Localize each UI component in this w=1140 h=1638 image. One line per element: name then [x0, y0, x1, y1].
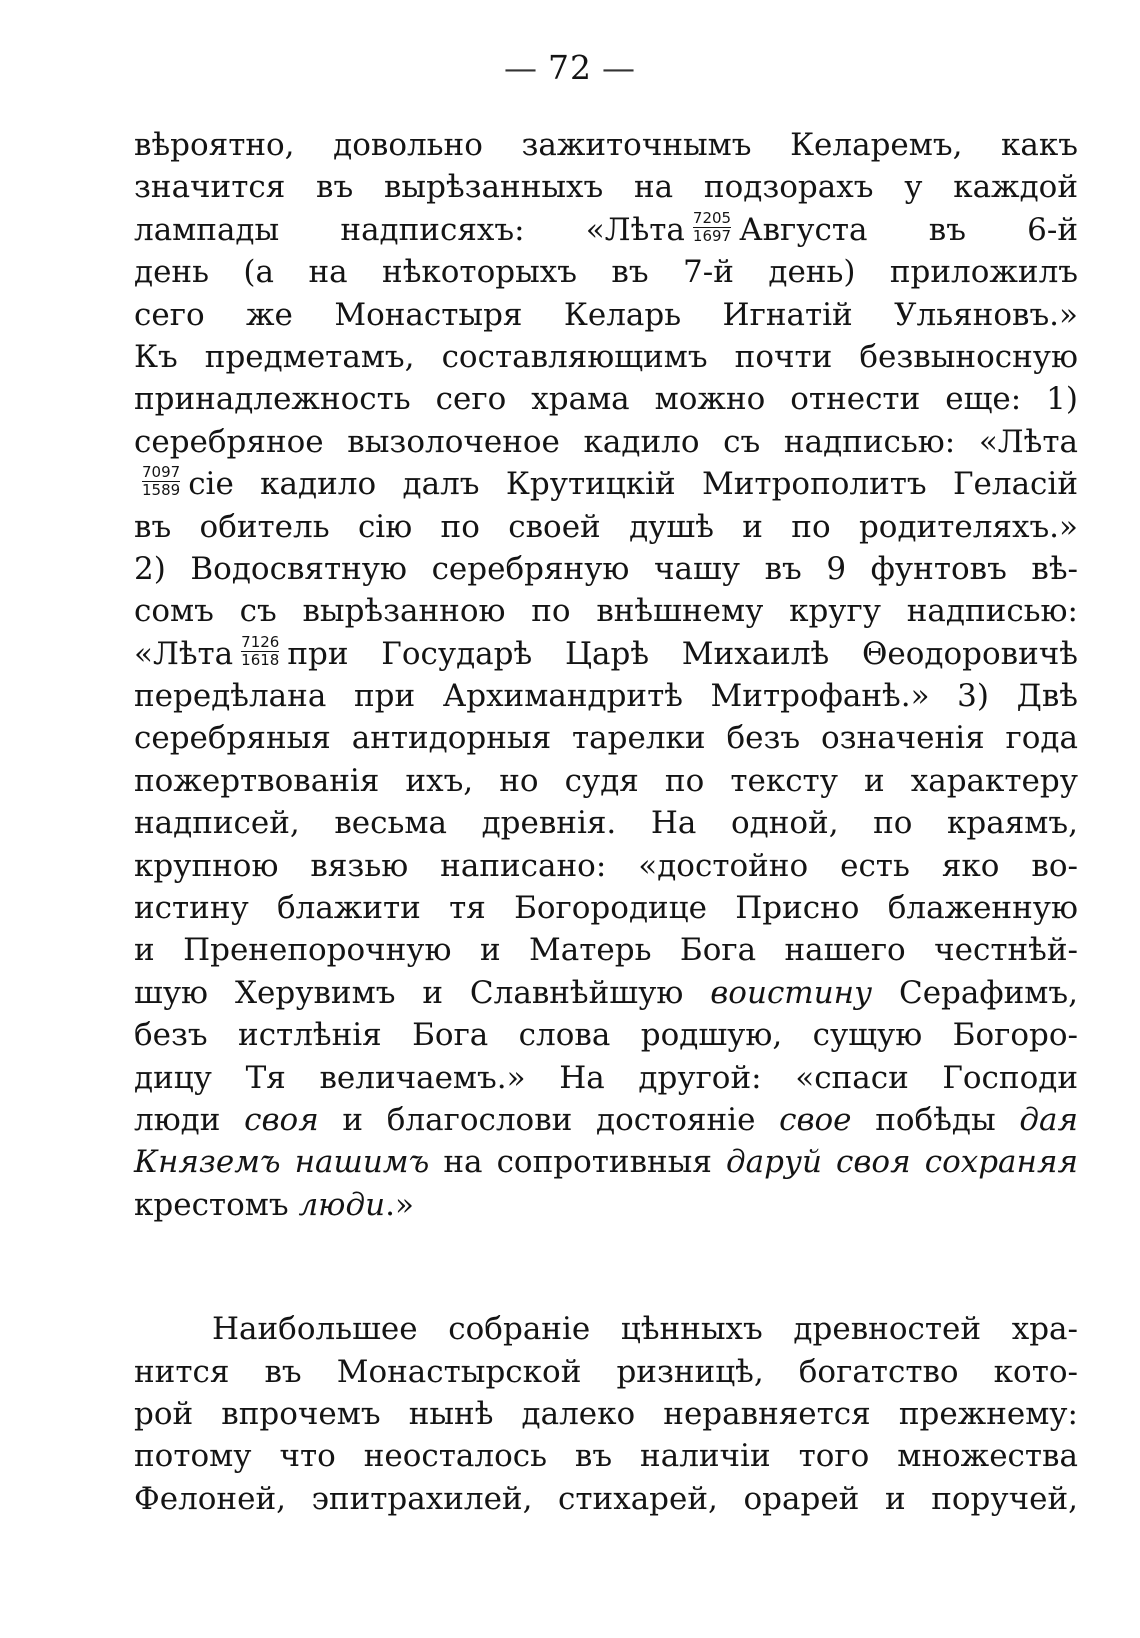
- text-segment: .»: [385, 1186, 414, 1223]
- year-fraction: [142, 464, 180, 499]
- text-line: нится въ Монастырской ризницѣ, богатство кото-: [134, 1353, 1078, 1390]
- text-line: сего же Монастыря Келарь Игнатій Ульяновъ.»: [134, 296, 1078, 333]
- italic-text: люди: [298, 1186, 386, 1223]
- text-line: вѣроятно, довольно зажиточнымъ Келаремъ, какъ: [134, 127, 1078, 163]
- text-line: надписей, весьма древнія. На одной, по краямъ,: [134, 805, 1078, 842]
- text-segment: при Государѣ Царѣ Михаилѣ Θеодоровичѣ: [287, 635, 1078, 672]
- text-line: Къ предметамъ, составляющимъ почти безвыносную: [134, 338, 1078, 375]
- text-segment: побѣды: [851, 1101, 1020, 1138]
- text-segment: Серафимъ,: [872, 974, 1078, 1011]
- italic-text: даруй своя сохраняя: [726, 1144, 1079, 1181]
- text-line: серебряное вызолоченое кадило съ надписью: «Лѣта: [134, 423, 1078, 460]
- year-common-era: 1589: [142, 481, 181, 500]
- text-line: безъ истлѣнія Бога слова родшую, сущую Богоро-: [134, 1017, 1078, 1054]
- text-line: и Пренепорочную и Матерь Бога нашего честнѣй-: [134, 932, 1078, 969]
- text-line: день (а на нѣкоторыхъ въ 7-й день) приложилъ: [134, 254, 1078, 291]
- text-line: серебряныя антидорныя тарелки безъ означенія года: [134, 720, 1078, 757]
- text-segment: сіе кадило далъ Крутицкій Митрополитъ Геласій: [188, 466, 1078, 503]
- year-fraction: [241, 634, 279, 669]
- text-line: истину блажити тя Богородице Присно блаженную: [134, 890, 1078, 927]
- text-line: дицу Тя величаемъ.» На другой: «спаси Господи: [134, 1059, 1078, 1096]
- text-line: сомъ съ вырѣзанною по внѣшнему кругу надписью:: [134, 593, 1078, 630]
- italic-text: своя: [244, 1101, 319, 1138]
- header-dash-left: —: [504, 48, 538, 87]
- text-line: [134, 633, 1078, 675]
- year-creation-era: 7205: [692, 208, 732, 227]
- text-line: [134, 209, 1078, 251]
- text-segment: крестомъ: [134, 1186, 299, 1223]
- year-creation-era: 7126: [241, 632, 280, 651]
- year-common-era: 1618: [241, 650, 280, 669]
- text-line: потому что неосталось въ наличіи того множества: [134, 1438, 1078, 1475]
- italic-text: дая: [1019, 1101, 1078, 1138]
- text-line: [134, 1184, 1078, 1226]
- paragraph: [134, 124, 1078, 1226]
- text-line: пожертвованія ихъ, но судя по тексту и характеру: [134, 762, 1078, 799]
- page-number: 72: [548, 48, 592, 87]
- text-line: рой впрочемъ нынѣ далеко неравняется прежнему:: [134, 1395, 1078, 1432]
- text-line: принадлежность сего храма можно отнести еще: 1): [134, 381, 1078, 418]
- text-segment: «Лѣта: [134, 635, 234, 672]
- paragraph: [134, 1308, 1078, 1520]
- text-line: [134, 1141, 1078, 1183]
- text-line: передѣлана при Архимандритѣ Митрофанѣ.» 3) Двѣ: [134, 678, 1078, 715]
- text-line: въ обитель сію по своей душѣ и по родителяхъ.»: [134, 508, 1078, 545]
- text-segment: на сопротивныя: [429, 1144, 727, 1181]
- year-creation-era: 7097: [142, 463, 181, 482]
- text-segment: шую Херувимъ и Славнѣйшую: [134, 974, 711, 1011]
- text-line: 2) Водосвятную серебряную чашу въ 9 фунтовъ вѣ-: [134, 550, 1078, 587]
- body-text: [134, 124, 1078, 1520]
- text-line: Фелоней, эпитрахилей, стихарей, орарей и поручей,: [134, 1480, 1078, 1517]
- italic-text: воистину: [710, 974, 873, 1011]
- year-common-era: 1697: [692, 226, 732, 245]
- italic-text: свое: [779, 1101, 852, 1138]
- text-line: значится въ вырѣзанныхъ на подзорахъ у каждой: [134, 169, 1078, 206]
- year-fraction: [693, 210, 731, 245]
- text-line: [134, 1099, 1078, 1141]
- text-line: [134, 463, 1078, 505]
- text-line: Наибольшее собраніе цѣнныхъ древностей хра-: [212, 1311, 1078, 1348]
- paragraph-gap: [134, 1226, 1078, 1308]
- text-line: [134, 972, 1078, 1014]
- text-segment: лампады надписяхъ: «Лѣта: [134, 211, 685, 248]
- italic-text: Княземъ нашимъ: [134, 1144, 430, 1181]
- text-segment: Августа въ 6-й: [739, 211, 1078, 248]
- text-line: крупною вязью написано: «достойно есть яко во-: [134, 847, 1078, 884]
- page-header: [0, 48, 1140, 87]
- header-dash-right: —: [602, 48, 636, 87]
- text-segment: люди: [134, 1101, 245, 1138]
- text-segment: и благослови достояніе: [318, 1101, 780, 1138]
